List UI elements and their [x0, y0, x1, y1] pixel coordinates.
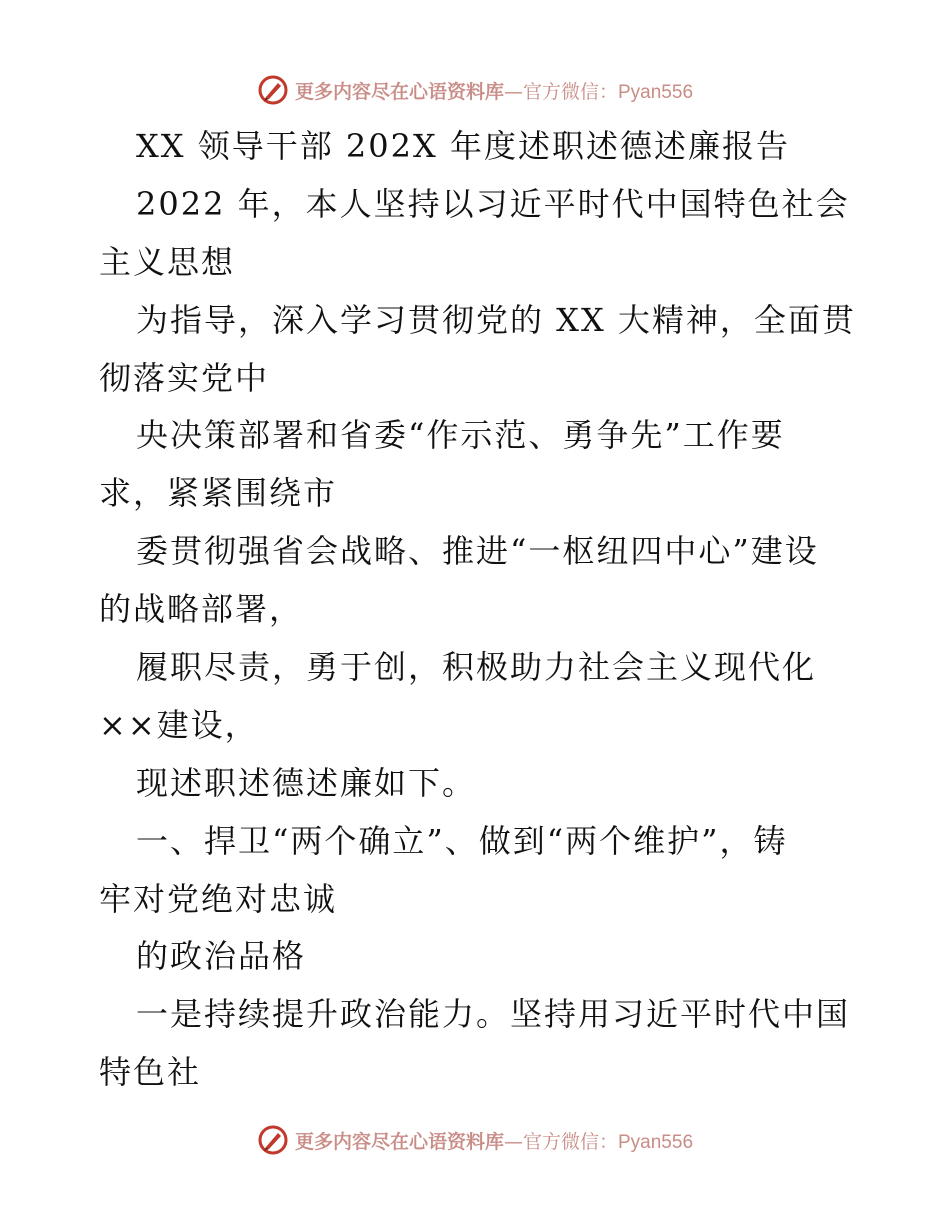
paragraph-line: 牢对党绝对忠诚	[99, 879, 338, 918]
document-title: XX 领导干部 202X 年度述职述德述廉报告	[136, 127, 790, 165]
watermark-separator: —	[503, 80, 523, 103]
watermark-text	[295, 1127, 693, 1154]
document-body	[99, 118, 859, 1102]
paragraph-line: 的战略部署，	[99, 590, 304, 629]
footer-watermark	[0, 1120, 950, 1160]
header-watermark	[0, 70, 950, 110]
watermark-main-text: 更多内容尽在心语资料库	[294, 80, 504, 103]
pen-logo-icon	[257, 1124, 289, 1156]
paragraph-line: 求，紧紧围绕市	[99, 474, 338, 513]
paragraph-line: 主义思想	[99, 242, 236, 281]
watermark-main-text: 更多内容尽在心语资料库	[294, 1130, 504, 1153]
watermark-wechat-label: 官方微信：	[522, 80, 618, 103]
paragraph-line: ××建设，	[99, 705, 259, 744]
paragraph-line: 央决策部署和省委“作示范、勇争先”工作要	[136, 416, 785, 455]
pen-logo-icon	[257, 74, 289, 106]
paragraph-line: 一是持续提升政治能力。坚持用习近平时代中国	[136, 995, 851, 1034]
paragraph-line: 委贯彻强省会战略、推进“一枢纽四中心”建设	[136, 532, 819, 571]
watermark-wechat-id: Pyan556	[618, 81, 694, 103]
paragraph-line: 2022 年，本人坚持以习近平时代中国特色社会	[136, 184, 850, 223]
paragraph-line: 为指导，深入学习贯彻党的 XX 大精神，全面贯	[136, 300, 856, 339]
watermark-separator: —	[503, 1130, 523, 1153]
paragraph-line: 现述职述德述廉如下。	[136, 763, 477, 802]
paragraph-line: 履职尽责，勇于创，积极助力社会主义现代化	[136, 648, 817, 687]
paragraph-line: 一、捍卫“两个确立”、做到“两个维护”，铸	[136, 821, 788, 860]
watermark-wechat-label: 官方微信：	[522, 1130, 618, 1153]
paragraph-line: 的政治品格	[136, 937, 307, 976]
paragraph-line: 彻落实党中	[99, 358, 270, 397]
paragraph-line: 特色社	[99, 1053, 202, 1092]
watermark-wechat-id: Pyan556	[618, 1131, 694, 1153]
watermark-text	[295, 77, 693, 104]
